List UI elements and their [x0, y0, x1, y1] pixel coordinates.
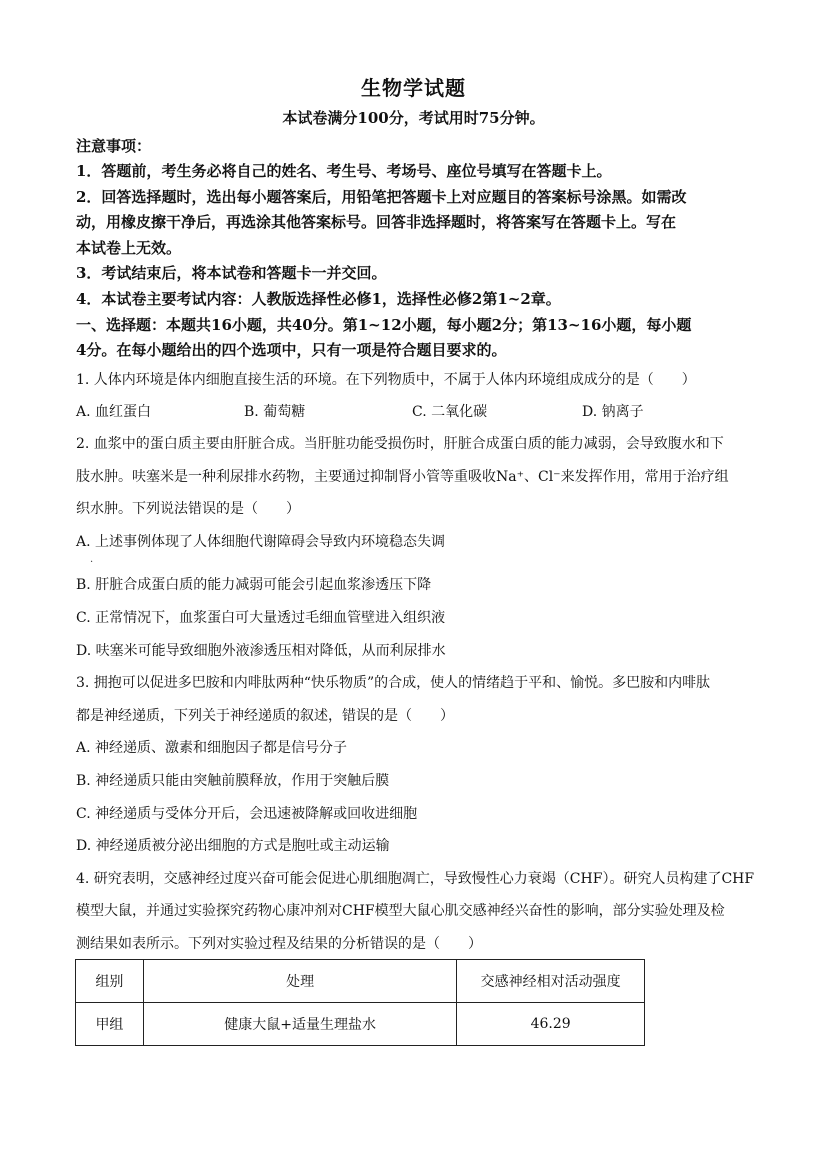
section-heading-line-1: 一、选择题：本题共16小题，共40分。第1~12小题，每小题2分；第13~16小题，每小题 [76, 316, 692, 334]
question-2-option-d: D. 呋塞米可能导致细胞外液渗透压相对降低，从而利尿排水 [76, 643, 446, 659]
stray-dot-mark: · [90, 557, 94, 568]
question-3-option-d: D. 神经递质被分泌出细胞的方式是胞吐或主动运输 [76, 838, 390, 854]
notice-item-2-line-3: 本试卷上无效。 [76, 239, 182, 257]
question-2-option-c: C. 正常情况下，血浆蛋白可大量透过毛细血管壁进入组织液 [76, 610, 446, 626]
question-1-option-c: C. 二氧化碳 [412, 404, 488, 420]
question-3-line-1: 3. 拥抱可以促进多巴胺和内啡肽两种“快乐物质”的合成，使人的情绪趋于平和、愉悦。多巴胺和内啡肽 [76, 675, 711, 691]
question-2-option-a: A. 上述事例体现了人体细胞代谢障碍会导致内环境稳态失调 [76, 534, 446, 550]
question-3-option-b: B. 神经递质只能由突触前膜释放，作用于突触后膜 [76, 773, 390, 789]
table-cell: 46.29 [457, 1003, 645, 1046]
question-1-option-a: A. 血红蛋白 [76, 404, 152, 420]
notice-heading: 注意事项： [76, 137, 152, 155]
question-3-option-a: A. 神经递质、激素和细胞因子都是信号分子 [76, 740, 348, 756]
table-row [76, 1003, 645, 1046]
question-1-option-b: B. 葡萄糖 [244, 404, 306, 420]
question-2-option-b: B. 肝脏合成蛋白质的能力减弱可能会引起血浆渗透压下降 [76, 577, 432, 593]
section-heading-line-2: 4分。在每小题给出的四个选项中，只有一项是符合题目要求的。 [76, 341, 507, 359]
table-cell: 甲组 [76, 1003, 144, 1046]
notice-item-4: 4．本试卷主要考试内容：人教版选择性必修1，选择性必修2第1~2章。 [76, 290, 561, 308]
question-2-line-3: 织水肿。下列说法错误的是（ ） [76, 501, 300, 517]
notice-item-2-line-1: 2．回答选择题时，选出每小题答案后，用铅笔把答题卡上对应题目的答案标号涂黑。如需改 [76, 188, 687, 206]
table-header-cell: 交感神经相对活动强度 [457, 960, 645, 1003]
page-title: 生物学试题 [361, 76, 466, 100]
question-4-line-1: 4. 研究表明，交感神经过度兴奋可能会促进心肌细胞凋亡，导致慢性心力衰竭（CHF）。研究人员构建了CHF [76, 871, 755, 887]
table-header-cell: 处理 [143, 960, 456, 1003]
notice-item-1: 1．答题前，考生务必将自己的姓名、考生号、考场号、座位号填写在答题卡上。 [76, 162, 612, 180]
table-header-row [76, 960, 645, 1003]
question-2-line-1: 2. 血浆中的蛋白质主要由肝脏合成。当肝脏功能受损伤时，肝脏合成蛋白质的能力减弱，会导致腹水和下 [76, 436, 724, 452]
notice-item-2-line-2: 动，用橡皮擦干净后，再选涂其他答案标号。回答非选择题时，将答案写在答题卡上。写在 [76, 213, 677, 231]
page-subtitle: 本试卷满分100分，考试用时75分钟。 [282, 109, 545, 127]
table-cell: 健康大鼠+适量生理盐水 [143, 1003, 456, 1046]
question-3-line-2: 都是神经递质，下列关于神经递质的叙述，错误的是（ ） [76, 708, 454, 724]
question-1-stem: 1. 人体内环境是体内细胞直接生活的环境。在下列物质中，不属于人体内环境组成成分的是（ ） [76, 372, 696, 388]
question-3-option-c: C. 神经递质与受体分开后，会迅速被降解或回收进细胞 [76, 806, 418, 822]
question-1-option-d: D. 钠离子 [582, 404, 644, 420]
table-header-cell: 组别 [76, 960, 144, 1003]
experiment-table [75, 959, 645, 1046]
question-2-line-2: 肢水肿。呋塞米是一种利尿排水药物，主要通过抑制肾小管等重吸收Na⁺、Cl⁻来发挥作用，常用于治疗组 [76, 469, 729, 485]
question-4-line-2: 模型大鼠，并通过实验探究药物心康冲剂对CHF模型大鼠心肌交感神经兴奋性的影响，部分实验处理及检 [76, 903, 725, 919]
question-4-line-3: 测结果如表所示。下列对实验过程及结果的分析错误的是（ ） [76, 936, 482, 952]
notice-item-3: 3．考试结束后，将本试卷和答题卡一并交回。 [76, 264, 387, 282]
